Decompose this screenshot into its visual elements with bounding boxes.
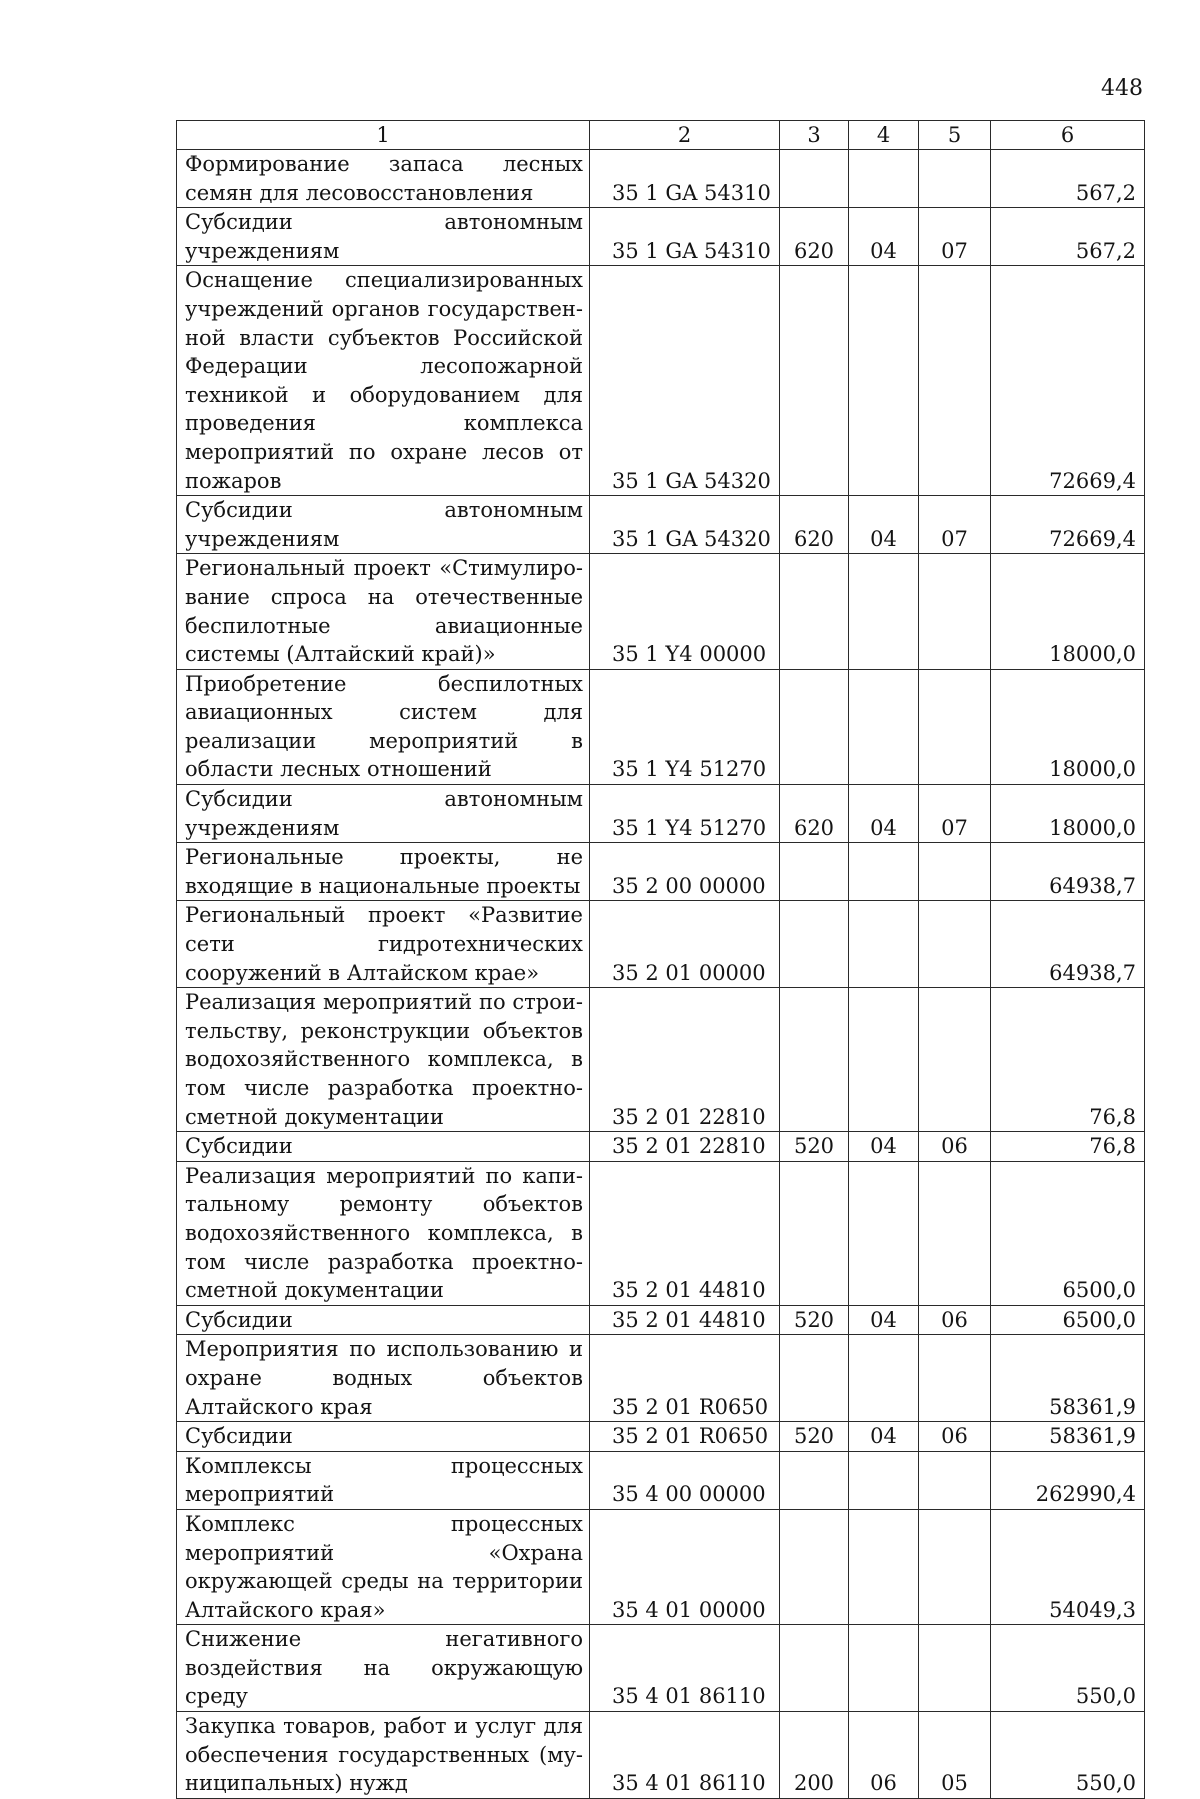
cell-code: 35 1 GA 54310 xyxy=(590,150,780,208)
cell-amount: 58361,9 xyxy=(991,1335,1145,1422)
cell-code: 35 2 01 R0650 xyxy=(590,1335,780,1422)
cell-subsection xyxy=(919,554,991,669)
cell-subsection xyxy=(919,1625,991,1712)
cell-section: 04 xyxy=(849,785,919,843)
cell-code: 35 1 GA 54320 xyxy=(590,496,780,554)
cell-subsection xyxy=(919,669,991,784)
cell-section: 06 xyxy=(849,1712,919,1799)
cell-expense-type: 200 xyxy=(780,1712,849,1799)
cell-name: Комплексы процессных мероприятий xyxy=(177,1451,590,1509)
table-row xyxy=(177,1305,1145,1335)
cell-amount: 262990,4 xyxy=(991,1451,1145,1509)
cell-expense-type xyxy=(780,843,849,901)
cell-name: Оснащение специализированных учреждений органов государственной власти субъектов Российской Федерации лесопожарной техникой и оборудованием для проведения комплекса мероприятий по охране лесов от пожаров xyxy=(177,266,590,496)
table-row xyxy=(177,785,1145,843)
table-row xyxy=(177,669,1145,784)
cell-section: 04 xyxy=(849,1422,919,1452)
cell-code: 35 4 00 00000 xyxy=(590,1451,780,1509)
cell-amount: 567,2 xyxy=(991,208,1145,266)
cell-amount: 58361,9 xyxy=(991,1422,1145,1452)
cell-subsection xyxy=(919,1335,991,1422)
cell-name: Реализация мероприятий по строительству, реконструкции объектов водохозяйственного комплекса, в том числе разработка проектно-сметной документации xyxy=(177,988,590,1132)
cell-amount: 18000,0 xyxy=(991,669,1145,784)
cell-section: 04 xyxy=(849,1305,919,1335)
cell-expense-type xyxy=(780,669,849,784)
cell-amount: 6500,0 xyxy=(991,1161,1145,1305)
cell-expense-type: 620 xyxy=(780,208,849,266)
cell-amount: 6500,0 xyxy=(991,1305,1145,1335)
cell-name: Формирование запаса лесных семян для лесовосстановления xyxy=(177,150,590,208)
cell-expense-type xyxy=(780,1509,849,1624)
cell-section: 04 xyxy=(849,208,919,266)
header-row xyxy=(177,121,1145,150)
table-row xyxy=(177,1625,1145,1712)
cell-amount: 72669,4 xyxy=(991,266,1145,496)
cell-name: Комплекс процессных мероприятий «Охрана окружающей среды на территории Алтайского края» xyxy=(177,1509,590,1624)
cell-section xyxy=(849,266,919,496)
cell-code: 35 4 01 86110 xyxy=(590,1712,780,1799)
cell-expense-type xyxy=(780,1451,849,1509)
cell-section xyxy=(849,1335,919,1422)
cell-section: 04 xyxy=(849,1132,919,1162)
cell-code: 35 1 GA 54310 xyxy=(590,208,780,266)
cell-subsection xyxy=(919,1161,991,1305)
table-row xyxy=(177,208,1145,266)
cell-name: Субсидии xyxy=(177,1305,590,1335)
cell-section xyxy=(849,1509,919,1624)
cell-name: Реализация мероприятий по капитальному ремонту объектов водохозяйственного комплекса, в том числе разработка проектно-сметной документации xyxy=(177,1161,590,1305)
cell-section xyxy=(849,1625,919,1712)
cell-subsection: 06 xyxy=(919,1305,991,1335)
cell-name: Закупка товаров, работ и услуг для обеспечения государственных (муниципальных) нужд xyxy=(177,1712,590,1799)
cell-section xyxy=(849,669,919,784)
cell-expense-type xyxy=(780,150,849,208)
cell-section xyxy=(849,1451,919,1509)
cell-amount: 54049,3 xyxy=(991,1509,1145,1624)
cell-amount: 64938,7 xyxy=(991,843,1145,901)
cell-name: Региональный проект «Стимулирование спроса на отечественные беспилотные авиационные системы (Алтайский край)» xyxy=(177,554,590,669)
cell-subsection xyxy=(919,150,991,208)
cell-code: 35 2 01 44810 xyxy=(590,1161,780,1305)
table-row xyxy=(177,554,1145,669)
cell-name: Приобретение беспилотных авиационных систем для реализации мероприятий в области лесных отношений xyxy=(177,669,590,784)
table-row xyxy=(177,988,1145,1132)
cell-amount: 72669,4 xyxy=(991,496,1145,554)
cell-name: Субсидии автономным учреждениям xyxy=(177,208,590,266)
cell-section xyxy=(849,150,919,208)
cell-subsection xyxy=(919,1451,991,1509)
cell-code: 35 2 01 R0650 xyxy=(590,1422,780,1452)
cell-amount: 18000,0 xyxy=(991,785,1145,843)
cell-code: 35 4 01 86110 xyxy=(590,1625,780,1712)
cell-name: Субсидии автономным учреждениям xyxy=(177,496,590,554)
cell-section xyxy=(849,901,919,988)
table-row xyxy=(177,843,1145,901)
cell-section xyxy=(849,1161,919,1305)
cell-expense-type xyxy=(780,554,849,669)
cell-name: Снижение негативного воздействия на окружающую среду xyxy=(177,1625,590,1712)
table-row xyxy=(177,1132,1145,1162)
column-header: 5 xyxy=(919,121,991,150)
cell-code: 35 2 00 00000 xyxy=(590,843,780,901)
cell-expense-type xyxy=(780,1161,849,1305)
budget-table xyxy=(176,120,1145,1799)
cell-code: 35 2 01 22810 xyxy=(590,988,780,1132)
cell-subsection xyxy=(919,843,991,901)
cell-code: 35 1 Y4 51270 xyxy=(590,669,780,784)
cell-subsection: 07 xyxy=(919,208,991,266)
cell-amount: 76,8 xyxy=(991,1132,1145,1162)
cell-amount: 64938,7 xyxy=(991,901,1145,988)
cell-subsection: 05 xyxy=(919,1712,991,1799)
cell-name: Субсидии xyxy=(177,1132,590,1162)
cell-name: Субсидии xyxy=(177,1422,590,1452)
cell-name: Региональные проекты, не входящие в национальные проекты xyxy=(177,843,590,901)
cell-name: Региональный проект «Развитие сети гидротехнических сооружений в Алтайском крае» xyxy=(177,901,590,988)
cell-section xyxy=(849,988,919,1132)
cell-subsection: 07 xyxy=(919,496,991,554)
column-header: 2 xyxy=(590,121,780,150)
cell-amount: 567,2 xyxy=(991,150,1145,208)
column-header: 3 xyxy=(780,121,849,150)
cell-subsection: 06 xyxy=(919,1422,991,1452)
cell-subsection xyxy=(919,988,991,1132)
cell-code: 35 2 01 44810 xyxy=(590,1305,780,1335)
cell-expense-type xyxy=(780,988,849,1132)
cell-section xyxy=(849,843,919,901)
cell-expense-type xyxy=(780,901,849,988)
column-header: 6 xyxy=(991,121,1145,150)
cell-amount: 550,0 xyxy=(991,1712,1145,1799)
cell-expense-type: 520 xyxy=(780,1305,849,1335)
cell-amount: 76,8 xyxy=(991,988,1145,1132)
cell-code: 35 1 Y4 51270 xyxy=(590,785,780,843)
cell-name: Субсидии автономным учреждениям xyxy=(177,785,590,843)
cell-expense-type: 620 xyxy=(780,785,849,843)
cell-code: 35 1 GA 54320 xyxy=(590,266,780,496)
cell-expense-type xyxy=(780,266,849,496)
cell-expense-type: 520 xyxy=(780,1422,849,1452)
cell-code: 35 2 01 22810 xyxy=(590,1132,780,1162)
cell-subsection xyxy=(919,901,991,988)
cell-amount: 550,0 xyxy=(991,1625,1145,1712)
cell-subsection xyxy=(919,1509,991,1624)
cell-amount: 18000,0 xyxy=(991,554,1145,669)
cell-subsection: 06 xyxy=(919,1132,991,1162)
table-row xyxy=(177,1509,1145,1624)
cell-expense-type xyxy=(780,1335,849,1422)
cell-section xyxy=(849,554,919,669)
table-row xyxy=(177,1335,1145,1422)
cell-code: 35 1 Y4 00000 xyxy=(590,554,780,669)
cell-expense-type xyxy=(780,1625,849,1712)
table-row xyxy=(177,266,1145,496)
cell-expense-type: 620 xyxy=(780,496,849,554)
column-header: 1 xyxy=(177,121,590,150)
cell-subsection xyxy=(919,266,991,496)
table-row xyxy=(177,1422,1145,1452)
cell-code: 35 2 01 00000 xyxy=(590,901,780,988)
table-row xyxy=(177,496,1145,554)
table-row xyxy=(177,1712,1145,1799)
column-header: 4 xyxy=(849,121,919,150)
table-body xyxy=(177,150,1145,1799)
table-row xyxy=(177,150,1145,208)
table-row xyxy=(177,1451,1145,1509)
cell-section: 04 xyxy=(849,496,919,554)
cell-code: 35 4 01 00000 xyxy=(590,1509,780,1624)
cell-expense-type: 520 xyxy=(780,1132,849,1162)
table-row xyxy=(177,1161,1145,1305)
cell-subsection: 07 xyxy=(919,785,991,843)
table-row xyxy=(177,901,1145,988)
cell-name: Мероприятия по использованию и охране водных объектов Алтайского края xyxy=(177,1335,590,1422)
page-number: 448 xyxy=(1101,76,1143,101)
